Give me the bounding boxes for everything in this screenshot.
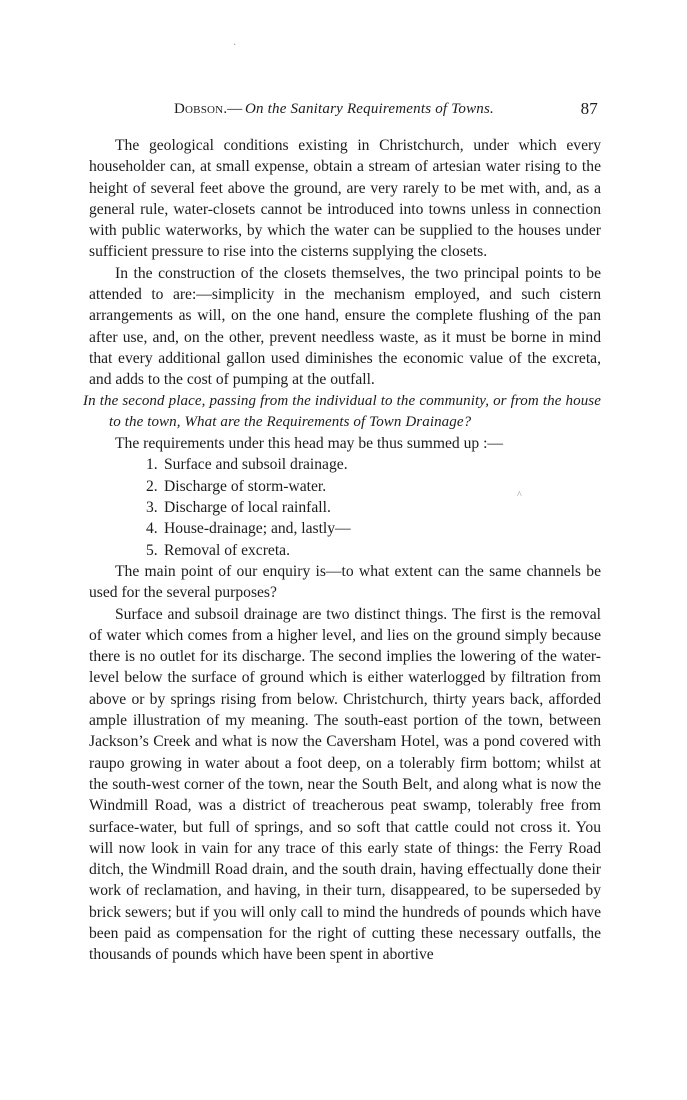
paragraph-main-enquiry: The main point of our enquiry is—to what extent can the same channels be used for the several purposes? [89,562,601,602]
paragraph-artesian-water: The geological conditions existing in Christchurch, under which every householder can, at small expense, obtain a stream of artesian water rising to the height of several feet above the ground, are very rarely to be met with, and, as a general rule, water-closets cannot be introduced into towns unless in connection with public waterworks, by which the water can be supplied to the houses under sufficient pressure to rise into the cisterns supplying the closets. [89,137,601,261]
paragraph-surface-subsoil: Surface and subsoil drainage are two distinct things. The first is the removal of water which comes from a higher level, and lies on the ground simply because there is no outlet for its discharge. The second implies the lowering of the water-level below the surface of ground which is either waterlogged by filtration from above or by springs rising from below. Christchurch, thirty years back, afforded ample illustration of my meaning. The south-east portion of the town, between Jackson’s Creek and what is now the Caversham Hotel, was a pond covered with raupo growing in water about a foot deep, on a tolerably firm bottom; whilst at the south-west corner of the town, near the South Belt, and along what is now the Windmill Road, was a district of treacherous peat swamp, tolerably free from surface-water, but full of springs, and so soft that cattle could not cross it. You will now look in vain for any trace of this early state of things: the Ferry Road ditch, the Windmill Road drain, and the south drain, having effectually done their work of reclamation, and having, in their turn, disappeared, to be superseded by brick sewers; but if you will only call to mind the hundreds of pounds which have been paid as compensation for the right of cutting these necessary outfalls, the thousands of pounds which have been spent in abortive [89,605,601,964]
list-item-number: 1. [146,456,158,474]
list-item [146,518,601,539]
requirements-list [89,454,601,560]
section-heading-town-drainage: In the second place, passing from the individual to the community, or from the house to the town, What are the Requirements of Town Drainage? [83,392,601,430]
list-item-text: Discharge of local rainfall. [164,499,331,517]
list-item-text: House-drainage; and, lastly— [164,520,351,538]
running-header [150,97,610,125]
list-item [146,454,601,475]
paragraph-closet-construction: In the construction of the closets themselves, the two principal points to be attended to are:—simplicity in the mechanism employed, and such cistern arrangements as will, on the one hand, ensure the complete flushing of the pan after use, and, on the other, prevent needless waste, as it must be borne in mind that every additional gallon used diminishes the economic value of the excreta, and adds to the cost of pumping at the outfall. [89,264,601,389]
list-item [146,540,601,561]
list-item-number: 4. [146,520,158,538]
list-item-text: Surface and subsoil drainage. [164,456,348,474]
paragraph-requirements-intro: The requirements under this head may be thus summed up :— [115,435,504,453]
list-item [146,497,601,518]
list-item-text: Removal of excreta. [164,541,290,559]
list-item-number: 2. [146,477,158,495]
page-number: 87 [580,99,598,118]
header-title: On the Sanitary Requirements of Towns. [245,101,494,117]
list-item-number: 3. [146,499,158,517]
list-item [146,476,601,497]
scan-speck: · [233,40,237,51]
body-text [83,135,601,966]
scan-speck: ^ [517,490,522,501]
header-author: Dobson.— [174,101,243,117]
list-item-number: 5. [146,541,158,559]
list-item-text: Discharge of storm-water. [164,477,327,495]
